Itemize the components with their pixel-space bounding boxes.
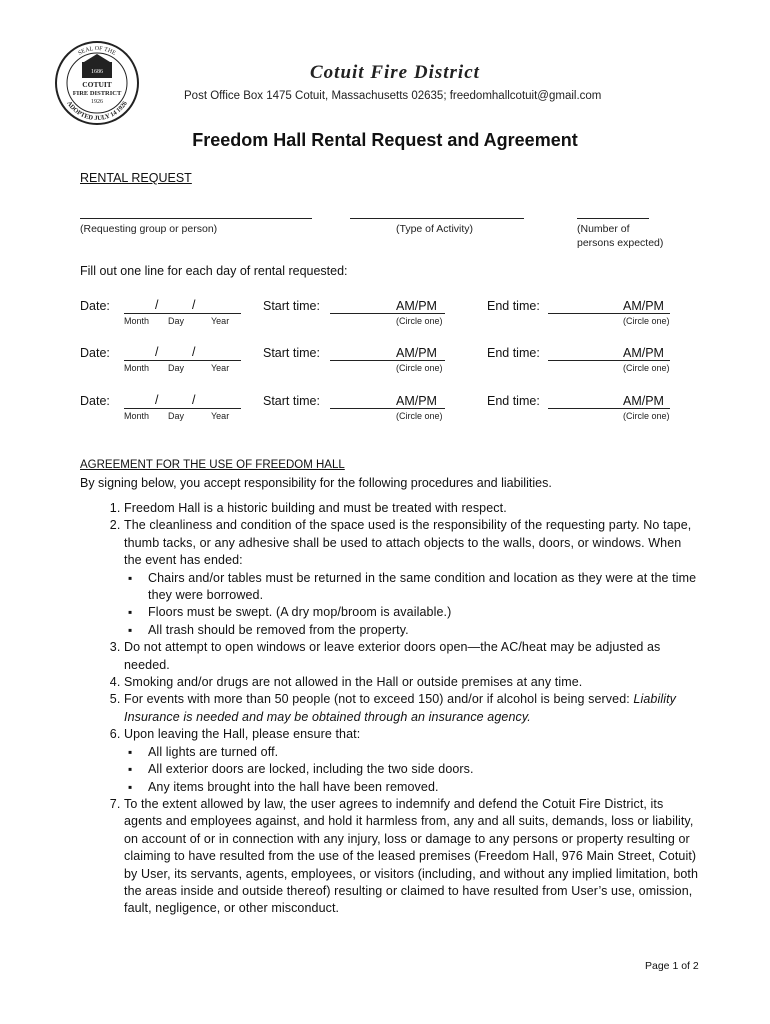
rental-request-heading: RENTAL REQUEST bbox=[80, 171, 192, 185]
list-item bbox=[124, 639, 700, 674]
date-slash: / bbox=[155, 345, 159, 359]
seal-bottom-text: ADOPTED JULY 14 1926 bbox=[65, 100, 129, 123]
list-item bbox=[124, 500, 700, 517]
item-text: To the extent allowed by law, the user agrees to indemnify and defend the Cotuit Fire District, its agents and employees against, and hold it harmless from, any and all suits, demands, loss or liability, on account of or in connection with any injury, loss or damage to any persons or property resulting or claiming to have resulted from the use of the leased premises (Freedom Hall, 976 Main Street, Cotuit) by User, its servants, agents, employees, or visitors (including, and without any implied limitation, both the areas inside and outside thereof) resulting or claimed to have resulted from User’s use, omission, fault, negligence, or other misconduct. bbox=[124, 796, 699, 916]
sub-list-item bbox=[148, 761, 700, 778]
start-circle-one: (Circle one) bbox=[396, 411, 443, 421]
activity-type-field[interactable] bbox=[350, 218, 524, 219]
item-text: Do not attempt to open windows or leave exterior doors open—the AC/heat may be adjusted as needed. bbox=[124, 640, 661, 672]
requesting-group-label: (Requesting group or person) bbox=[80, 223, 218, 235]
list-item bbox=[124, 517, 700, 639]
end-ampm[interactable]: AM/PM bbox=[623, 346, 664, 360]
start-time-label: Start time: bbox=[263, 346, 320, 360]
end-time-field[interactable] bbox=[548, 313, 670, 314]
date-field[interactable] bbox=[124, 360, 241, 361]
agreement-heading: AGREEMENT FOR THE USE OF FREEDOM HALL bbox=[80, 459, 345, 471]
date-slash: / bbox=[192, 298, 196, 312]
item-text: Freedom Hall is a historic building and must be treated with respect. bbox=[124, 501, 507, 515]
month-label: Month bbox=[124, 316, 150, 326]
page-number: Page 1 of 2 bbox=[645, 960, 699, 972]
end-circle-one: (Circle one) bbox=[623, 316, 670, 326]
date-slash: / bbox=[155, 393, 159, 407]
seal-name-line2: FIRE DISTRICT bbox=[72, 90, 122, 97]
start-time-field[interactable] bbox=[330, 408, 445, 409]
sub-list-item bbox=[148, 622, 700, 639]
item-text: Smoking and/or drugs are not allowed in the Hall or outside premises at any time. bbox=[124, 675, 583, 690]
sub-list-item bbox=[148, 570, 700, 605]
page-title: Freedom Hall Rental Request and Agreement bbox=[192, 130, 578, 150]
month-label: Month bbox=[124, 411, 150, 421]
activity-type-label: (Type of Activity) bbox=[396, 223, 474, 235]
start-ampm[interactable]: AM/PM bbox=[396, 299, 437, 313]
sub-item-text: All exterior doors are locked, including the two side doors. bbox=[148, 762, 474, 777]
cotuit-fire-district-seal bbox=[54, 40, 140, 126]
insurance-note: Liability Insurance is needed and may be obtained through an insurance agency. bbox=[124, 692, 676, 724]
end-time-field[interactable] bbox=[548, 360, 670, 361]
item-text: Upon leaving the Hall, please ensure that: bbox=[124, 727, 361, 742]
day-label: Day bbox=[168, 316, 185, 326]
end-circle-one: (Circle one) bbox=[623, 411, 670, 421]
date-label: Date: bbox=[80, 299, 110, 313]
end-ampm[interactable]: AM/PM bbox=[623, 394, 664, 408]
month-label: Month bbox=[124, 363, 150, 373]
end-ampm[interactable]: AM/PM bbox=[623, 299, 664, 313]
agreement-intro: By signing below, you accept responsibility for the following procedures and liabilities. bbox=[80, 476, 552, 490]
sub-list-item bbox=[148, 604, 700, 621]
persons-expected-field[interactable] bbox=[577, 218, 649, 219]
end-time-field[interactable] bbox=[548, 408, 670, 409]
end-time-label: End time: bbox=[487, 346, 540, 360]
end-circle-one: (Circle one) bbox=[623, 363, 670, 373]
sub-list-item bbox=[148, 744, 700, 761]
sub-list-item bbox=[148, 779, 700, 796]
sub-item-text: Any items brought into the hall have been removed. bbox=[148, 779, 439, 794]
end-time-label: End time: bbox=[487, 394, 540, 408]
start-ampm[interactable]: AM/PM bbox=[396, 346, 437, 360]
list-item bbox=[124, 674, 700, 691]
seal-founded-year: 1686 bbox=[91, 69, 103, 75]
seal-name-line1: COTUIT bbox=[82, 80, 112, 89]
seal-top-text: SEAL OF THE bbox=[77, 45, 117, 57]
agreement-list bbox=[80, 500, 700, 918]
item-text: The cleanliness and condition of the space used is the responsibility of the requesting party. No tape, thumb tacks, or any adhesive shall be used to attach objects to the walls, doors, or windows. When the event has ended: bbox=[124, 518, 692, 568]
sub-item-text: Floors must be swept. (A dry mop/broom is available.) bbox=[148, 605, 452, 620]
start-time-field[interactable] bbox=[330, 313, 445, 314]
start-time-field[interactable] bbox=[330, 360, 445, 361]
sub-item-text: All lights are turned off. bbox=[148, 744, 279, 759]
list-item bbox=[124, 726, 700, 796]
start-ampm[interactable]: AM/PM bbox=[396, 394, 437, 408]
date-label: Date: bbox=[80, 394, 110, 408]
end-time-label: End time: bbox=[487, 299, 540, 313]
date-field[interactable] bbox=[124, 313, 241, 314]
persons-label-line2: persons expected) bbox=[577, 237, 664, 249]
requesting-group-field[interactable] bbox=[80, 218, 312, 219]
date-field[interactable] bbox=[124, 408, 241, 409]
sub-item-text: Chairs and/or tables must be returned in the same condition and location as they were at the time they were borrowed. bbox=[148, 570, 697, 603]
start-time-label: Start time: bbox=[263, 299, 320, 313]
item-text: For events with more than 50 people (not to exceed 150) and/or if alcohol is being served: bbox=[124, 692, 634, 707]
year-label: Year bbox=[211, 411, 230, 421]
sub-item-text: All trash should be removed from the property. bbox=[148, 622, 409, 637]
start-time-label: Start time: bbox=[263, 394, 320, 408]
year-label: Year bbox=[211, 363, 230, 373]
start-circle-one: (Circle one) bbox=[396, 363, 443, 373]
date-label: Date: bbox=[80, 346, 110, 360]
year-label: Year bbox=[211, 316, 230, 326]
day-label: Day bbox=[168, 363, 185, 373]
date-slash: / bbox=[192, 345, 196, 359]
district-address: Post Office Box 1475 Cotuit, Massachusetts 02635; freedomhallcotuit@gmail.com bbox=[184, 90, 602, 102]
seal-year: 1926 bbox=[91, 99, 103, 105]
date-slash: / bbox=[192, 393, 196, 407]
list-item bbox=[124, 691, 700, 726]
list-item bbox=[124, 796, 700, 918]
persons-label-line1: (Number of bbox=[577, 223, 630, 235]
district-name: Cotuit Fire District bbox=[310, 62, 480, 83]
date-slash: / bbox=[155, 298, 159, 312]
day-label: Day bbox=[168, 411, 185, 421]
rental-instruction: Fill out one line for each day of rental requested: bbox=[80, 264, 348, 278]
start-circle-one: (Circle one) bbox=[396, 316, 443, 326]
